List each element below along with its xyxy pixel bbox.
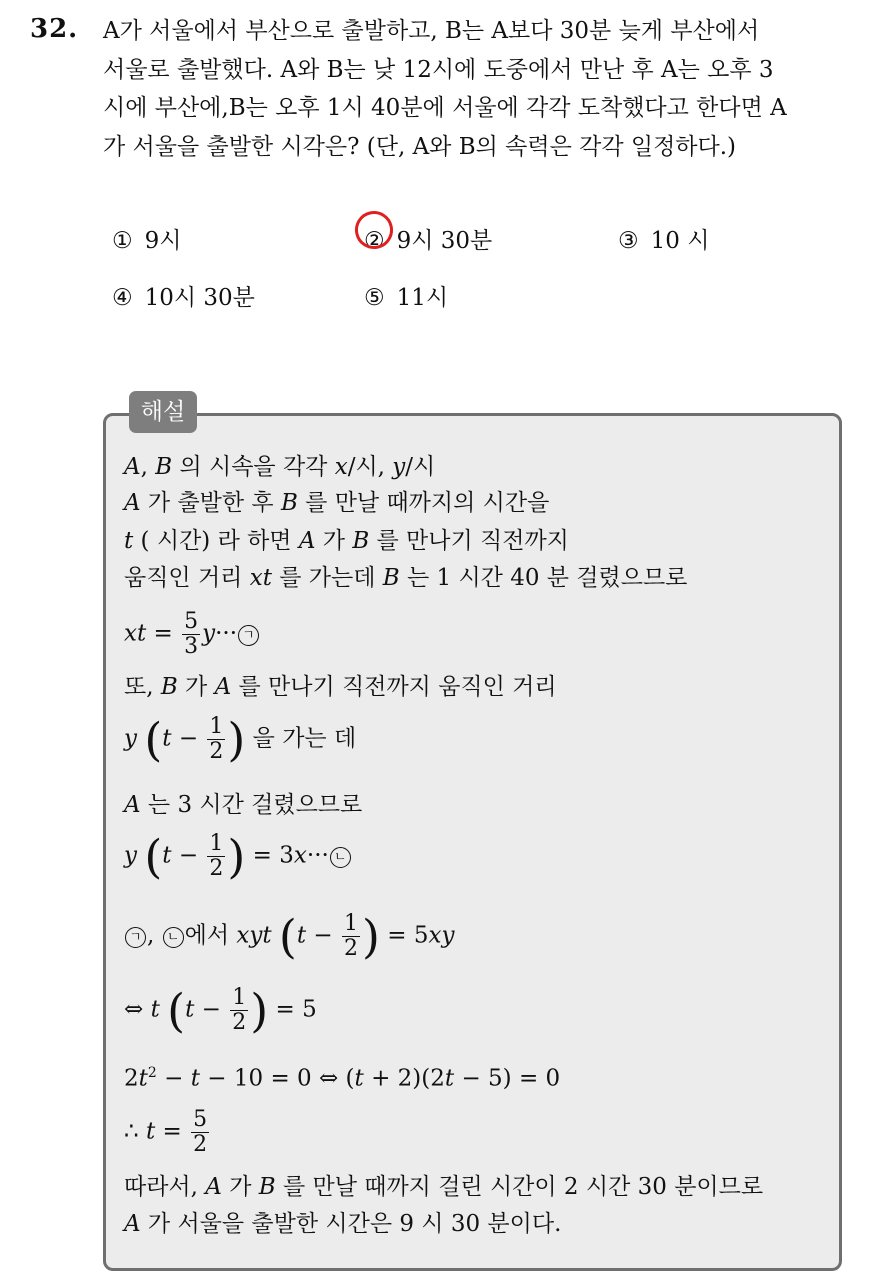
solution-line-2 [124, 492, 549, 515]
solution-text: 2 [209, 856, 224, 881]
math-variable: y [202, 620, 216, 647]
solution-text: ) [250, 983, 269, 1038]
math-variable: x [334, 454, 348, 480]
solution-line-1: A, B 의 시속을 각각 x/시, y/시 [124, 454, 436, 480]
solution-line-3 [124, 530, 569, 553]
solution-text: = 5 [379, 922, 429, 949]
solution-text: 5 [184, 609, 199, 634]
choice-5[interactable] [364, 279, 448, 312]
solution-text: = [155, 1118, 190, 1145]
solution-text: − 5) = 0 [454, 1065, 561, 1092]
math-variable: t [124, 528, 134, 554]
question-line: A가 서울에서 부산으로 출발하고, B는 A보다 30분 늦게 부산에서 [103, 18, 760, 44]
math-variable: xyt [236, 922, 272, 949]
solution-text: ( [144, 712, 163, 767]
fraction-5-3 [182, 610, 200, 659]
circled-mark-nieun: ㄴ [330, 847, 351, 868]
math-variable: t [354, 1065, 364, 1092]
choice-number: ② [364, 228, 385, 254]
solution-text: 2 [344, 936, 359, 961]
choice-3[interactable] [618, 222, 709, 255]
math-variable: B [160, 674, 178, 700]
math-variable: t [145, 1118, 156, 1145]
solution-text: ( [144, 829, 163, 884]
solution-line-14 [124, 1176, 763, 1199]
solution-line-8 [124, 794, 362, 817]
solution-text: 3 [184, 634, 199, 659]
solution-text: ∴ [124, 1118, 139, 1145]
math-variable: t [162, 842, 172, 869]
solution-text: ( 시간) 라 하면 [133, 528, 299, 554]
solution-line-5 [124, 610, 260, 659]
solution-text: ( [167, 983, 186, 1038]
solution-text: 의 시속을 각각 [172, 454, 335, 480]
solution-text: 가 [177, 674, 215, 700]
math-variable: A [124, 792, 141, 818]
solution-text: 가 [315, 528, 353, 554]
solution-text: + 2)(2 [363, 1065, 445, 1092]
solution-text: 따라서, [124, 1174, 206, 1200]
math-variable: B [352, 528, 370, 554]
solution-text: 에서 [184, 922, 237, 949]
solution-line-11 [124, 983, 317, 1038]
solution-line-6 [124, 676, 557, 699]
math-variable: xt [124, 620, 147, 647]
math-variable: A [124, 454, 141, 480]
math-variable: t [444, 1065, 455, 1092]
math-variable: y [392, 454, 406, 480]
choice-text: 11시 [396, 285, 449, 311]
solution-text: ··· [215, 620, 238, 647]
solution-text: 를 만날 때까지의 시간을 [297, 490, 550, 516]
math-variable: t [162, 725, 172, 752]
solution-text: 를 만나기 직전까지 [369, 528, 569, 554]
question-line: 서울로 출발했다. A와 B는 낮 12시에 도중에서 만난 후 A는 오후 3 [103, 56, 774, 83]
fraction-1-2 [207, 832, 225, 881]
fraction-1-2 [342, 912, 360, 961]
solution-text: − [171, 725, 206, 752]
solution-text: 2 [147, 1065, 157, 1081]
circled-mark-giyeok: ㄱ [238, 625, 259, 646]
solution-text: 를 만날 때까지 걸린 시간이 2 시간 30 분이므로 [275, 1174, 764, 1200]
fraction-1-2 [207, 715, 225, 764]
solution-text: 또, [124, 674, 161, 700]
math-variable: xy [428, 922, 455, 949]
solution-line-15 [124, 1213, 561, 1236]
solution-text: ) [362, 909, 380, 964]
question-text [103, 12, 863, 166]
solution-text: − [171, 842, 206, 869]
math-variable: A [298, 528, 316, 554]
solution-line-9 [124, 829, 352, 884]
solution-text: 2 [124, 1065, 139, 1092]
solution-text: 1 [209, 714, 224, 739]
solution-text: 2 [193, 1132, 208, 1157]
choice-number: ③ [618, 228, 639, 254]
choice-number: ⑤ [364, 285, 385, 311]
solution-text: 1 [209, 831, 224, 856]
math-variable: t [150, 996, 160, 1023]
solution-text: − [194, 996, 229, 1023]
solution-line-12 [124, 1066, 560, 1091]
choice-text: 10 시 [650, 228, 710, 254]
choice-number: ① [112, 228, 133, 254]
solution-text: 2 [232, 1010, 247, 1035]
math-variable: t [138, 1065, 148, 1092]
solution-text: ) [227, 829, 246, 884]
solution-text: = 3 [245, 842, 294, 869]
circled-mark-giyeok: ㄱ [125, 927, 146, 948]
solution-text: 는 3 시간 걸렸으므로 [140, 792, 363, 818]
solution-line-7 [124, 712, 357, 767]
solution-text: 움직인 거리 [124, 565, 250, 591]
solution-line-10 [124, 909, 455, 964]
choice-text: 9시 30분 [396, 228, 493, 254]
math-variable: t [185, 996, 195, 1023]
math-variable: t [190, 1065, 200, 1092]
solution-text: , [147, 922, 162, 949]
solution-text: − [156, 1065, 191, 1092]
solution-text: 1 [344, 911, 359, 936]
choice-4[interactable] [112, 279, 255, 312]
solution-text: ··· [306, 842, 329, 869]
solution-text: /시 [405, 454, 436, 480]
choice-text: 9시 [144, 228, 182, 254]
question-line: 시에 부산에,B는 오후 1시 40분에 서울에 각각 도착했다고 한다면 A [103, 95, 787, 121]
solution-text: ) [227, 712, 246, 767]
choice-number: ④ [112, 285, 133, 311]
solution-text: 을 가는 데 [245, 725, 357, 752]
question-line: 가 서울을 출발한 시각은? (단, A와 B의 속력은 각각 일정하다.) [103, 133, 737, 160]
math-variable: A [124, 1211, 141, 1237]
circled-mark-nieun: ㄴ [163, 927, 184, 948]
solution-line-13 [124, 1108, 211, 1157]
solution-text: 5 [193, 1107, 208, 1132]
solution-text: 가 출발한 후 [140, 490, 281, 516]
solution-text: 1 [232, 985, 247, 1010]
solution-text: = 5 [268, 996, 317, 1023]
solution-text: 는 1 시간 40 분 걸렸으므로 [399, 565, 688, 591]
solution-text: /시, [347, 454, 393, 480]
solution-tag: 해설 [129, 391, 197, 433]
solution-text: 를 가는데 [271, 565, 383, 591]
solution-line-4 [124, 567, 687, 590]
math-variable: B [258, 1174, 276, 1200]
math-variable: y [124, 725, 137, 752]
solution-text: − 10 = 0 ⇔ ( [199, 1065, 355, 1092]
solution-text: 가 서울을 출발한 시간은 9 시 30 분이다. [140, 1211, 562, 1237]
math-variable: x [293, 842, 307, 869]
math-variable: B [382, 565, 400, 591]
solution-text: = [146, 620, 181, 647]
solution-text: − [306, 922, 341, 949]
math-variable: A [205, 1174, 222, 1200]
fraction-1-2 [230, 986, 248, 1035]
solution-text: 가 [221, 1174, 259, 1200]
math-variable: B [155, 454, 173, 480]
solution-text: ( [278, 909, 297, 964]
question-number: 32. [30, 14, 79, 44]
math-variable: A [214, 674, 232, 700]
choice-1[interactable] [112, 222, 181, 255]
math-variable: xt [249, 565, 272, 591]
solution-text: 를 만나기 직전까지 움직인 거리 [231, 674, 557, 700]
math-variable: B [280, 490, 298, 516]
solution-text: 2 [209, 739, 224, 764]
math-variable: y [124, 842, 137, 869]
choice-text: 10시 30분 [144, 285, 255, 311]
math-variable: A [124, 490, 141, 516]
solution-text: ⇔ [124, 996, 144, 1023]
fraction-5-2 [191, 1108, 209, 1157]
math-variable: t [296, 922, 307, 949]
